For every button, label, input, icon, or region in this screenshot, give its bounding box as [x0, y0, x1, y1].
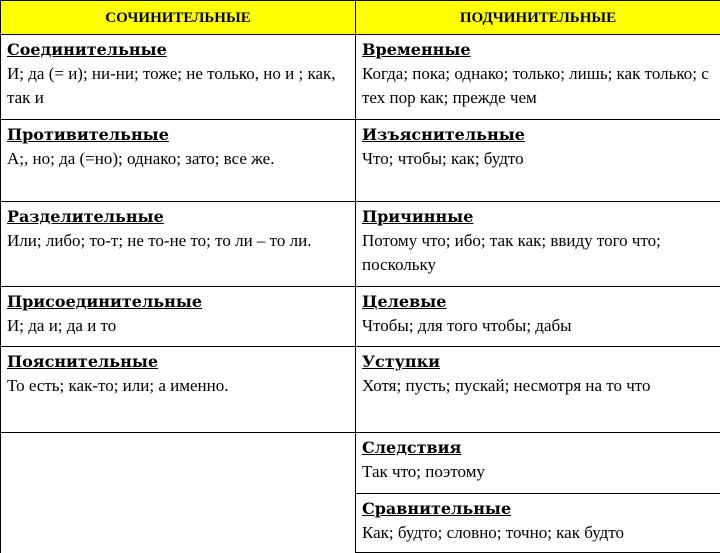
cell-coordinating	[1, 35, 356, 120]
cell-coordinating	[1, 202, 356, 287]
category-examples: То есть; как-то; или; а именно.	[7, 374, 350, 398]
category-examples: Потому что; ибо; так как; ввиду того что; поскольку	[362, 229, 715, 277]
cell-subordinating	[356, 433, 720, 494]
header-subordinating: ПОДЧИНИТЕЛЬНЫЕ	[356, 1, 720, 35]
cell-empty	[1, 433, 356, 553]
category-examples: Хотя; пусть; пускай; несмотря на то что	[362, 374, 715, 398]
cell-subordinating	[356, 202, 720, 287]
cell-coordinating	[1, 287, 356, 347]
category-title: Изъяснительные	[362, 123, 715, 147]
table-row	[1, 347, 720, 433]
cell-subordinating	[356, 494, 720, 553]
cell-subordinating	[356, 287, 720, 347]
category-title: Пояснительные	[7, 350, 350, 374]
category-examples: Или; либо; то-т; не то-не то; то ли – то ли.	[7, 229, 350, 253]
category-title: Разделительные	[7, 205, 350, 229]
table-row	[1, 120, 720, 202]
category-examples: И; да и; да и то	[7, 314, 350, 338]
category-title: Уступки	[362, 350, 715, 374]
category-examples: Так что; поэтому	[362, 460, 715, 484]
table-row	[1, 433, 720, 494]
category-examples: Когда; пока; однако; только; лишь; как только; с тех пор как; прежде чем	[362, 62, 715, 110]
cell-coordinating	[1, 347, 356, 433]
category-examples: И; да (= и); ни-ни; тоже; не только, но и ; как, так и	[7, 62, 350, 110]
category-title: Присоединительные	[7, 290, 350, 314]
category-title: Соединительные	[7, 38, 350, 62]
table-row	[1, 287, 720, 347]
category-examples: Чтобы; для того чтобы; дабы	[362, 314, 715, 338]
category-examples: Что; чтобы; как; будто	[362, 147, 715, 171]
cell-coordinating	[1, 120, 356, 202]
category-title: Следствия	[362, 436, 715, 460]
category-title: Причинные	[362, 205, 715, 229]
cell-subordinating	[356, 347, 720, 433]
category-title: Сравнительные	[362, 497, 715, 521]
table-row	[1, 35, 720, 120]
header-row	[1, 1, 720, 35]
category-title: Целевые	[362, 290, 715, 314]
category-title: Временные	[362, 38, 715, 62]
header-coordinating: СОЧИНИТЕЛЬНЫЕ	[1, 1, 356, 35]
category-examples: А;, но; да (=но); однако; зато; все же.	[7, 147, 350, 171]
category-title: Противительные	[7, 123, 350, 147]
cell-subordinating	[356, 35, 720, 120]
table-row	[1, 202, 720, 287]
category-examples: Как; будто; словно; точно; как будто	[362, 521, 715, 545]
cell-subordinating	[356, 120, 720, 202]
